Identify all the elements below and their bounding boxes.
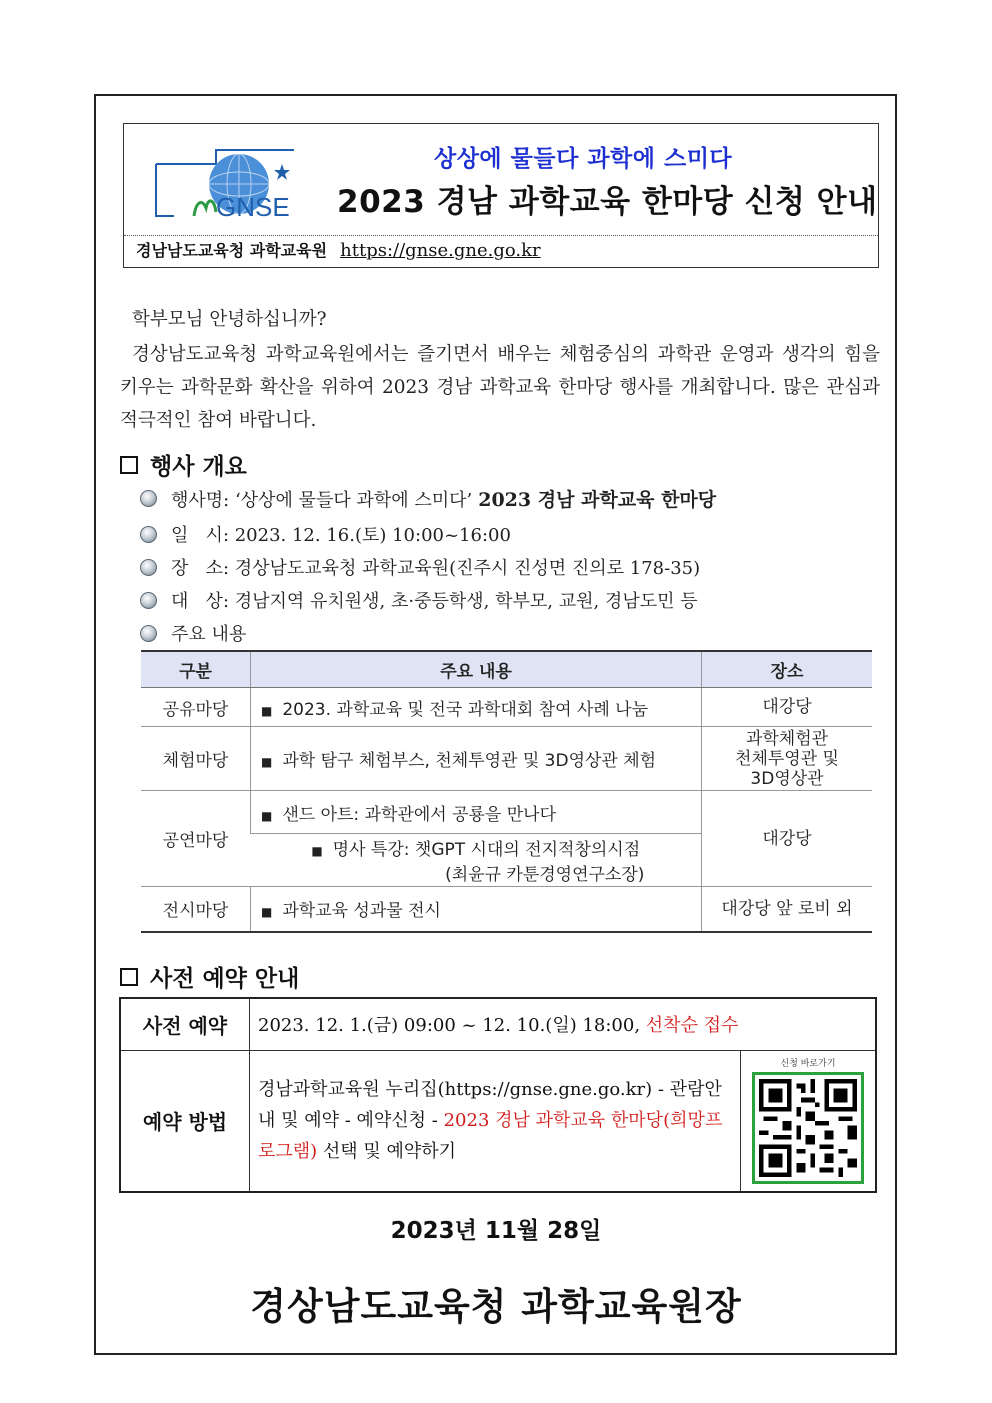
- table-row: [141, 727, 872, 791]
- square-bullet-icon: ■: [311, 844, 323, 858]
- item-label: 행사명: ‘상상에 물들다 과학에 스미다’: [171, 489, 473, 511]
- overview-item-name: [140, 485, 716, 512]
- slogan: 상상에 물들다 과학에 스미다: [434, 146, 733, 172]
- gnse-logo: [154, 142, 314, 220]
- square-bullet-icon: ■: [261, 755, 273, 769]
- table-header-row: [141, 651, 872, 688]
- table-row: [141, 688, 872, 727]
- bullet-icon: [140, 625, 157, 642]
- signature: 경상남도교육청 과학교육원장: [250, 1285, 742, 1328]
- header-box: [123, 123, 879, 268]
- section-heading: 사전 예약 안내: [150, 966, 300, 992]
- row-content: ■ 명사 특강: 챗GPT 시대의 전지적창의시점 (최윤규 카툰경영연구소장): [251, 834, 702, 887]
- row-content: ■ 2023. 과학교육 및 전국 과학대회 참여 사례 나눔: [251, 688, 702, 727]
- bullet-icon: [140, 526, 157, 543]
- item-text: 주요 내용: [171, 624, 247, 645]
- row-label: 사전 예약: [120, 998, 250, 1050]
- issue-date: 2023년 11월 28일: [390, 1218, 602, 1244]
- reservation-table: [119, 997, 877, 1193]
- square-bullet-icon: ■: [261, 905, 273, 920]
- item-text: 장 소: 경상남도교육청 과학교육원(진주시 진성면 진의로 178-35): [171, 558, 701, 579]
- item-text: 일 시: 2023. 12. 16.(토) 10:00~16:00: [171, 525, 511, 546]
- row-content: ■ 과학교육 성과물 전시: [251, 887, 702, 932]
- row-label: 예약 방법: [120, 1050, 250, 1192]
- highlight-text: 2023 경남 과학교육 한마당(희망프로그램): [258, 1110, 723, 1162]
- page-title: 2023 경남 과학교육 한마당 신청 안내: [337, 184, 878, 220]
- org-name: 경남남도교육청 과학교육원: [136, 241, 328, 260]
- program-table: [141, 650, 872, 933]
- overview-item-target: [140, 587, 698, 613]
- row-content: ■ 과학 탐구 체험부스, 천체투영관 및 3D영상관 체험: [251, 727, 702, 791]
- row-value: 경남과학교육원 누리집(https://gnse.gne.go.kr) - 관람안내 및 예약 - 예약신청 - 2023 경남 과학교육 한마당(희망프로그램) 선택 및 예약하기: [250, 1050, 741, 1192]
- qr-cell: [741, 1050, 877, 1192]
- bullet-icon: [140, 559, 157, 576]
- intro-body: 경상남도교육청 과학교육원에서는 즐기면서 배우는 체험중심의 과학관 운영과 생각의 힘을 키우는 과학문화 확산을 위하여 2023 경남 과학교육 한마당 행사를 개최합니다. 많은 관심과 적극적인 참여 바랍니다.: [120, 344, 880, 431]
- item-text: 대 상: 경남지역 유치원생, 초·중등학생, 학부모, 교원, 경남도민 등: [171, 591, 698, 612]
- bullet-icon: [140, 592, 157, 609]
- row-place: 대강당: [702, 688, 873, 727]
- column-header: 주요 내용: [251, 651, 702, 688]
- overview-item-content: [140, 620, 246, 646]
- square-bullet-icon: ■: [261, 703, 273, 718]
- overview-item-date: [140, 521, 511, 547]
- item-value: 2023 경남 과학교육 한마당: [478, 489, 717, 511]
- row-category: 전시마당: [141, 887, 251, 932]
- dotted-divider: [124, 235, 878, 236]
- row-category: 공연마당: [141, 791, 251, 887]
- row-place: 대강당 앞 로비 외: [702, 887, 873, 932]
- overview-item-place: [140, 554, 700, 580]
- table-row: [141, 791, 872, 834]
- row-category: 체험마당: [141, 727, 251, 791]
- square-bullet-icon: ■: [261, 808, 273, 823]
- highlight-text: 선착순 접수: [645, 1015, 739, 1037]
- row-place: 과학체험관 천체투영관 및 3D영상관: [702, 727, 873, 791]
- row-content: ■ 샌드 아트: 과학관에서 공룡을 만나다: [251, 791, 702, 834]
- column-header: 장소: [702, 651, 873, 688]
- checkbox-square-icon: [120, 456, 138, 474]
- section-heading: 행사 개요: [150, 454, 247, 480]
- row-place: 대강당: [702, 791, 873, 887]
- org-url-link[interactable]: https://gnse.gne.go.kr: [340, 240, 541, 261]
- greeting: 학부모님 안녕하십니까?: [132, 309, 327, 330]
- qr-code-icon[interactable]: [752, 1072, 864, 1184]
- bullet-icon: [140, 490, 157, 507]
- row-value: 2023. 12. 1.(금) 09:00 ~ 12. 10.(일) 18:00, 선착순 접수: [250, 998, 877, 1050]
- org-line: [136, 238, 541, 261]
- checkbox-square-icon: [120, 968, 138, 986]
- section-reservation: [120, 960, 299, 993]
- section-overview: [120, 448, 247, 481]
- qr-caption: 신청 바로가기: [780, 1058, 836, 1069]
- svg-text:GNSE: GNSE: [216, 192, 290, 220]
- table-row: [120, 998, 876, 1050]
- table-row: [120, 1050, 876, 1192]
- column-header: 구분: [141, 651, 251, 688]
- table-row: [141, 887, 872, 932]
- row-category: 공유마당: [141, 688, 251, 727]
